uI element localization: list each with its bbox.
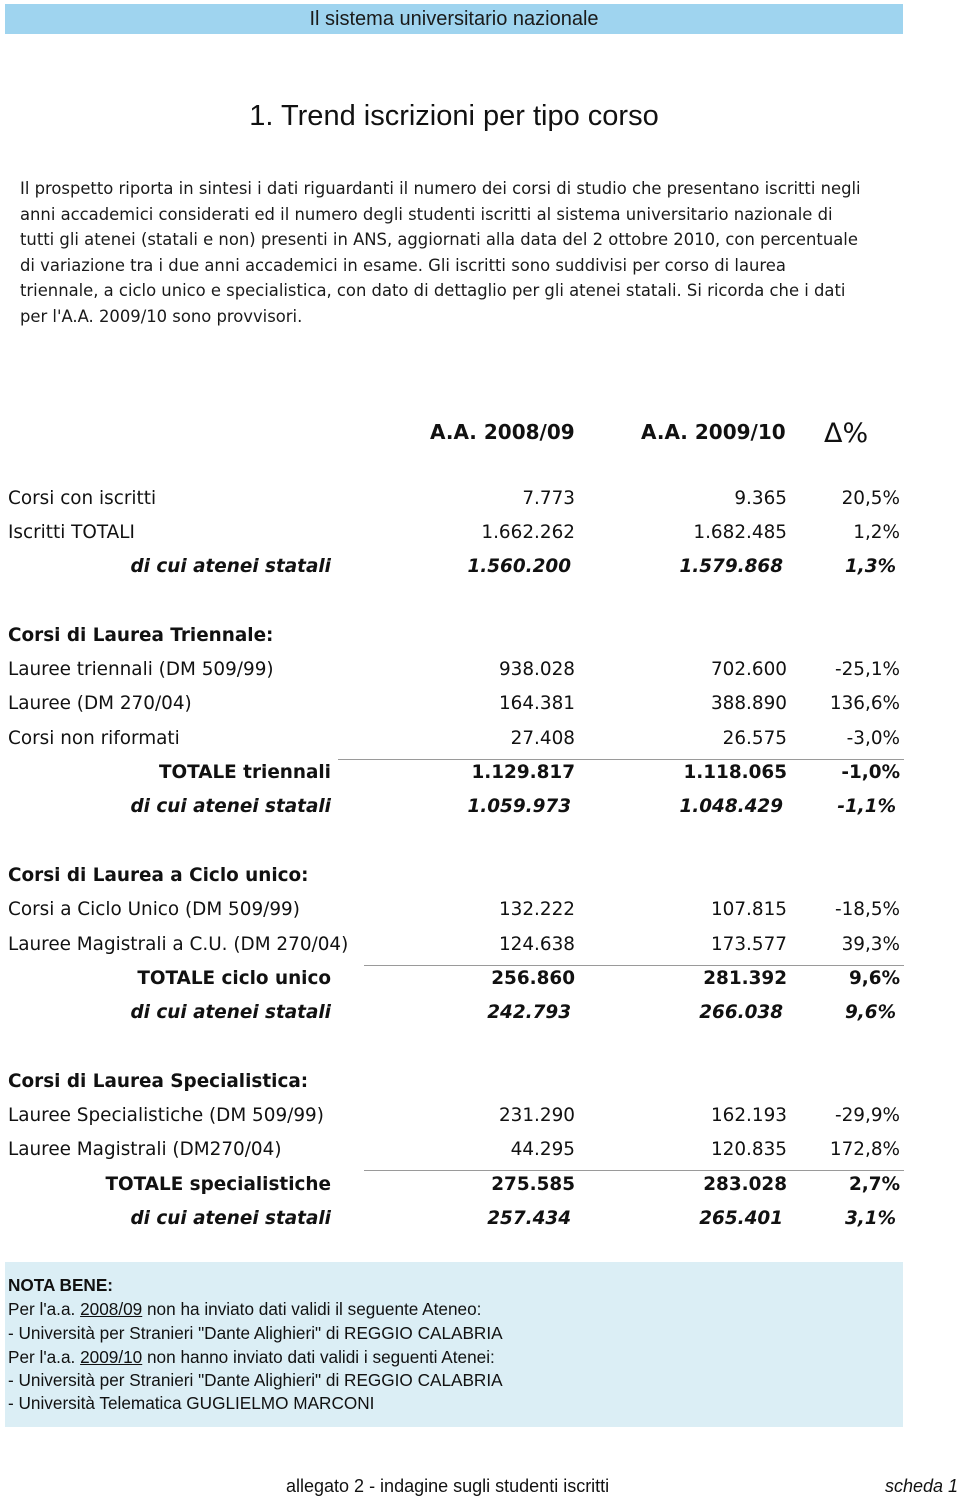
intro-line: di variazione tra i due anni accademici in esame. Gli iscritti sono suddivisi per corso di laurea <box>20 255 786 275</box>
row-label: di cui atenei statali <box>130 556 331 577</box>
value-2009: 107.815 <box>710 899 787 920</box>
value-2008: 275.585 <box>491 1174 575 1195</box>
row-label: TOTALE ciclo unico <box>137 968 331 989</box>
value-delta: -3,0% <box>846 728 900 749</box>
header-title: Il sistema universitario nazionale <box>309 7 599 30</box>
value-delta: -29,9% <box>834 1105 900 1126</box>
table-row <box>0 522 960 552</box>
intro-paragraph <box>20 176 900 330</box>
section-title: 1. Trend iscrizioni per tipo corso <box>249 100 659 132</box>
value-delta: 20,5% <box>841 488 900 509</box>
total-divider <box>364 1170 904 1171</box>
row-label: Lauree Specialistiche (DM 509/99) <box>8 1105 324 1126</box>
row-label: di cui atenei statali <box>130 796 331 817</box>
value-2009: 283.028 <box>703 1174 787 1195</box>
value-2008: 1.059.973 <box>467 796 571 817</box>
note-year: 2009/10 <box>80 1347 143 1367</box>
value-2008: 1.560.200 <box>467 556 571 577</box>
row-label: Corsi a Ciclo Unico (DM 509/99) <box>8 899 300 920</box>
value-2009: 120.835 <box>710 1139 787 1160</box>
row-label: Corsi non riformati <box>8 728 180 749</box>
value-2008: 256.860 <box>491 968 575 989</box>
note-line: - Università per Stranieri "Dante Alighieri" di REGGIO CALABRIA <box>8 1323 503 1343</box>
value-delta: 9,6% <box>848 968 900 989</box>
value-2009: 26.575 <box>722 728 787 749</box>
table-row-total <box>0 762 960 792</box>
value-2009: 702.600 <box>710 659 787 680</box>
value-2009: 162.193 <box>710 1105 787 1126</box>
table-row-statali <box>0 1208 960 1238</box>
row-label: Lauree triennali (DM 509/99) <box>8 659 274 680</box>
value-2008: 1.129.817 <box>471 762 575 783</box>
note-box <box>5 1262 903 1427</box>
value-2009: 173.577 <box>710 934 787 955</box>
value-2008: 164.381 <box>498 693 575 714</box>
value-2009: 266.038 <box>699 1002 783 1023</box>
section-heading-label: Corsi di Laurea Specialistica: <box>8 1071 309 1092</box>
value-delta: -1,0% <box>841 762 900 783</box>
row-label: Lauree Magistrali (DM270/04) <box>8 1139 282 1160</box>
value-2008: 27.408 <box>510 728 575 749</box>
intro-line: triennale, a ciclo unico e specialistica, con dato di dettaglio per gli atenei statali. Si ricorda che i dati <box>20 281 846 301</box>
note-text: non hanno inviato dati validi i seguenti Atenei: <box>142 1347 495 1367</box>
row-label: di cui atenei statali <box>130 1002 331 1023</box>
section-heading <box>0 625 960 655</box>
note-text: Per l'a.a. <box>8 1299 81 1319</box>
value-2008: 44.295 <box>510 1139 575 1160</box>
section-heading-label: Corsi di Laurea Triennale: <box>8 625 274 646</box>
table-row-statali <box>0 796 960 826</box>
note-text: Per l'a.a. <box>8 1347 81 1367</box>
value-2008: 132.222 <box>498 899 575 920</box>
value-2009: 1.682.485 <box>693 522 787 543</box>
section-heading-label: Corsi di Laurea a Ciclo unico: <box>8 865 309 886</box>
intro-line: per l'A.A. 2009/10 sono provvisori. <box>20 306 303 326</box>
value-delta: -18,5% <box>834 899 900 920</box>
value-2008: 124.638 <box>498 934 575 955</box>
total-divider <box>364 965 904 966</box>
note-line <box>8 1347 495 1368</box>
value-delta: 1,3% <box>844 556 896 577</box>
value-delta: 136,6% <box>829 693 900 714</box>
row-label: Lauree Magistrali a C.U. (DM 270/04) <box>8 934 349 955</box>
value-delta: -25,1% <box>834 659 900 680</box>
table-row <box>0 1139 960 1169</box>
table-row <box>0 899 960 929</box>
value-delta: 9,6% <box>844 1002 896 1023</box>
value-delta: 172,8% <box>829 1139 900 1160</box>
value-delta: 2,7% <box>848 1174 900 1195</box>
value-delta: 39,3% <box>841 934 900 955</box>
total-divider <box>338 759 904 760</box>
value-2009: 388.890 <box>710 693 787 714</box>
row-label: di cui atenei statali <box>130 1208 331 1229</box>
row-label: Lauree (DM 270/04) <box>8 693 192 714</box>
table-row <box>0 693 960 723</box>
value-2009: 1.048.429 <box>679 796 783 817</box>
value-2009: 281.392 <box>703 968 787 989</box>
row-label: Corsi con iscritti <box>8 488 157 509</box>
value-2009: 1.579.868 <box>679 556 783 577</box>
table-row <box>0 488 960 518</box>
value-delta: 3,1% <box>844 1208 896 1229</box>
value-2008: 938.028 <box>498 659 575 680</box>
value-2009: 9.365 <box>734 488 787 509</box>
section-heading <box>0 865 960 895</box>
table-row <box>0 1105 960 1135</box>
table-row <box>0 934 960 964</box>
note-line <box>8 1299 481 1320</box>
intro-line: Il prospetto riporta in sintesi i dati riguardanti il numero dei corsi di studio che presentano iscritti negli <box>20 179 861 198</box>
value-2009: 265.401 <box>699 1208 783 1229</box>
column-header-delta: Δ% <box>824 418 869 449</box>
value-delta: 1,2% <box>853 522 900 543</box>
footer-right: scheda 1 <box>884 1476 958 1496</box>
table-row <box>0 728 960 758</box>
table-row <box>0 659 960 689</box>
note-line: - Università Telematica GUGLIELMO MARCONI <box>8 1393 375 1413</box>
column-header-2009: A.A. 2009/10 <box>641 420 786 444</box>
row-label: TOTALE specialistiche <box>105 1174 331 1195</box>
intro-line: tutti gli atenei (statali e non) presenti in ANS, aggiornati alla data del 2 ottobre 2010, con percentuale <box>20 230 858 250</box>
value-2008: 257.434 <box>487 1208 571 1229</box>
page-header <box>5 4 903 34</box>
note-title: NOTA BENE: <box>8 1275 114 1295</box>
value-2008: 242.793 <box>487 1002 571 1023</box>
section-heading <box>0 1071 960 1101</box>
value-2009: 1.118.065 <box>683 762 787 783</box>
note-text: non ha inviato dati validi il seguente Ateneo: <box>142 1299 482 1319</box>
table-row-total <box>0 968 960 998</box>
row-label: TOTALE triennali <box>158 762 331 783</box>
table-row-statali <box>0 556 960 586</box>
table-row-statali <box>0 1002 960 1032</box>
table-row-total <box>0 1174 960 1204</box>
footer-left: allegato 2 - indagine sugli studenti iscritti <box>286 1476 610 1496</box>
value-2008: 1.662.262 <box>481 522 575 543</box>
value-2008: 231.290 <box>498 1105 575 1126</box>
intro-line: anni accademici considerati ed il numero degli studenti iscritti al sistema universitario nazionale di <box>20 204 833 224</box>
note-year: 2008/09 <box>80 1299 143 1319</box>
column-header-2008: A.A. 2008/09 <box>430 420 575 444</box>
value-2008: 7.773 <box>522 488 575 509</box>
value-delta: -1,1% <box>837 796 896 817</box>
row-label: Iscritti TOTALI <box>8 522 135 543</box>
note-line: - Università per Stranieri "Dante Alighieri" di REGGIO CALABRIA <box>8 1370 503 1390</box>
